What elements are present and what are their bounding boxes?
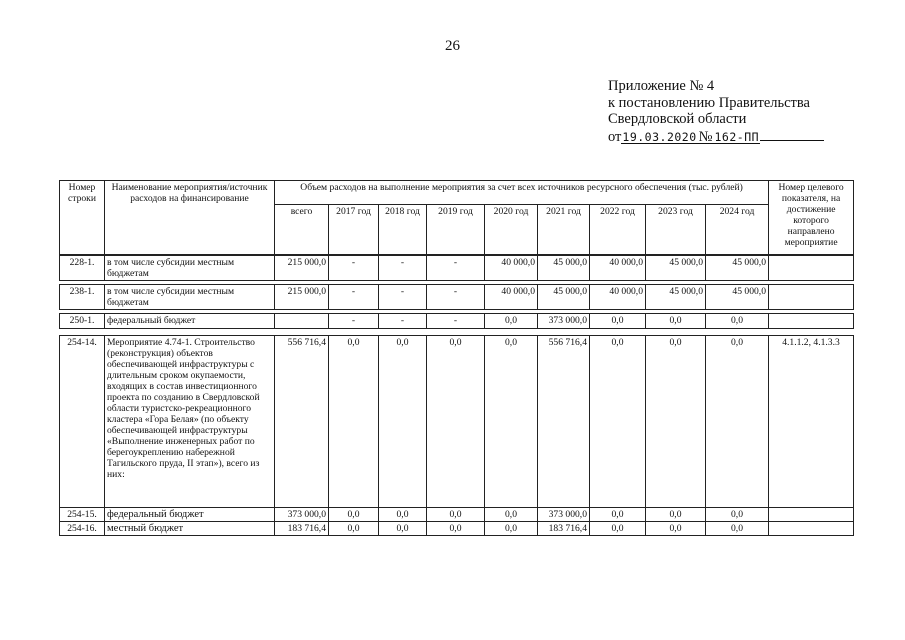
header-year-2022: 2022 год — [590, 205, 646, 255]
table-header — [59, 180, 854, 255]
appendix-header — [608, 78, 868, 145]
row-number: 254-15. — [60, 508, 105, 522]
row-target — [769, 522, 854, 536]
row-2024: 0,0 — [706, 314, 769, 329]
row-2021: 373 000,0 — [538, 508, 590, 522]
row-2017: 0,0 — [329, 508, 379, 522]
header-year-2023: 2023 год — [646, 205, 706, 255]
row-2019: 0,0 — [427, 508, 485, 522]
row-2023: 0,0 — [646, 336, 706, 508]
row-total: 215 000,0 — [275, 285, 329, 310]
row-2017: 0,0 — [329, 336, 379, 508]
row-number: 254-14. — [60, 336, 105, 508]
row-2018: 0,0 — [379, 336, 427, 508]
header-year-2021: 2021 год — [538, 205, 590, 255]
row-2024: 0,0 — [706, 508, 769, 522]
row-target — [769, 314, 854, 329]
row-2021: 556 716,4 — [538, 336, 590, 508]
header-year-2017: 2017 год — [329, 205, 379, 255]
appendix-date-line — [608, 128, 868, 146]
row-2018: 0,0 — [379, 522, 427, 536]
table-row — [60, 522, 854, 536]
row-2022: 40 000,0 — [590, 285, 646, 310]
table-block-228 — [59, 255, 854, 281]
row-2017: - — [329, 256, 379, 281]
row-2022: 0,0 — [590, 336, 646, 508]
row-total: 183 716,4 — [275, 522, 329, 536]
row-2024: 0,0 — [706, 336, 769, 508]
page-number: 26 — [445, 38, 460, 54]
row-2023: 45 000,0 — [646, 256, 706, 281]
appendix-decree-line: к постановлению Правительства — [608, 94, 810, 111]
row-2018: 0,0 — [379, 508, 427, 522]
row-2017: - — [329, 314, 379, 329]
date-prefix: от — [608, 128, 622, 145]
row-number: 250-1. — [60, 314, 105, 329]
row-2021: 45 000,0 — [538, 285, 590, 310]
table-row — [60, 256, 854, 281]
row-2024: 45 000,0 — [706, 285, 769, 310]
row-2022: 0,0 — [590, 508, 646, 522]
row-target: 4.1.1.2, 4.1.3.3 — [769, 336, 854, 508]
row-total — [275, 314, 329, 329]
row-target — [769, 285, 854, 310]
row-target — [769, 256, 854, 281]
row-2024: 45 000,0 — [706, 256, 769, 281]
row-total: 556 716,4 — [275, 336, 329, 508]
row-2022: 0,0 — [590, 314, 646, 329]
row-2017: 0,0 — [329, 522, 379, 536]
row-number: 228-1. — [60, 256, 105, 281]
row-2020: 40 000,0 — [485, 285, 538, 310]
row-2021: 373 000,0 — [538, 314, 590, 329]
row-number: 238-1. — [60, 285, 105, 310]
row-2017: - — [329, 285, 379, 310]
appendix-title: Приложение № 4 — [608, 78, 715, 94]
row-2020: 0,0 — [485, 336, 538, 508]
appendix-region-line: Свердловской области — [608, 111, 747, 127]
row-2024: 0,0 — [706, 522, 769, 536]
row-2019: - — [427, 314, 485, 329]
row-target — [769, 508, 854, 522]
row-2021: 45 000,0 — [538, 256, 590, 281]
table-block-254 — [59, 335, 854, 536]
number-label: № — [698, 128, 713, 145]
row-2020: 0,0 — [485, 508, 538, 522]
header-target: Номер целевого показателя, на достижение которого направлено мероприятие — [769, 181, 854, 255]
row-2020: 40 000,0 — [485, 256, 538, 281]
row-2019: 0,0 — [427, 522, 485, 536]
row-name: в том числе субсидии местным бюджетам — [105, 256, 275, 281]
row-2018: - — [379, 285, 427, 310]
header-year-2018: 2018 год — [379, 205, 427, 255]
header-year-2020: 2020 год — [485, 205, 538, 255]
table-row — [60, 314, 854, 329]
row-name: Мероприятие 4.74-1. Строительство (реконструкция) объектов обеспечивающей инфраструктуры с длительным сроком окупаемости, входящих в состав инвестиционного проекта по созданию в Свердловской области туристско-рекреационного кластера «Гора Белая» (по объекту обеспечивающей инфраструктуры «Выполнение инженерных работ по берегоукреплению набережной Тагильского пруда, II этап»), всего из них: — [105, 336, 275, 508]
table-row — [60, 508, 854, 522]
table-block-250 — [59, 313, 854, 329]
row-2019: 0,0 — [427, 336, 485, 508]
row-2022: 0,0 — [590, 522, 646, 536]
row-total: 373 000,0 — [275, 508, 329, 522]
header-year-2024: 2024 год — [706, 205, 769, 255]
row-2019: - — [427, 285, 485, 310]
table-row — [60, 336, 854, 508]
row-2023: 45 000,0 — [646, 285, 706, 310]
row-2023: 0,0 — [646, 508, 706, 522]
row-2018: - — [379, 256, 427, 281]
row-2018: - — [379, 314, 427, 329]
row-number: 254-16. — [60, 522, 105, 536]
header-row-number: Номер строки — [60, 181, 105, 255]
row-2021: 183 716,4 — [538, 522, 590, 536]
header-total: всего — [275, 205, 329, 255]
row-2019: - — [427, 256, 485, 281]
row-name: федеральный бюджет — [105, 314, 275, 329]
header-name: Наименование мероприятия/источник расходов на финансирование — [105, 181, 275, 255]
decree-date: 19.03.2020 — [622, 129, 697, 144]
header-year-2019: 2019 год — [427, 205, 485, 255]
row-2020: 0,0 — [485, 522, 538, 536]
row-name: местный бюджет — [105, 522, 275, 536]
decree-number: 162-ПП — [714, 129, 760, 144]
row-2023: 0,0 — [646, 314, 706, 329]
row-name: в том числе субсидии местным бюджетам — [105, 285, 275, 310]
row-total: 215 000,0 — [275, 256, 329, 281]
row-2023: 0,0 — [646, 522, 706, 536]
row-2020: 0,0 — [485, 314, 538, 329]
row-name: федеральный бюджет — [105, 508, 275, 522]
row-2022: 40 000,0 — [590, 256, 646, 281]
header-volume: Объем расходов на выполнение мероприятия за счет всех источников ресурсного обеспечения (тыс. рублей) — [275, 181, 769, 205]
table-row — [60, 285, 854, 310]
table-block-238 — [59, 284, 854, 310]
